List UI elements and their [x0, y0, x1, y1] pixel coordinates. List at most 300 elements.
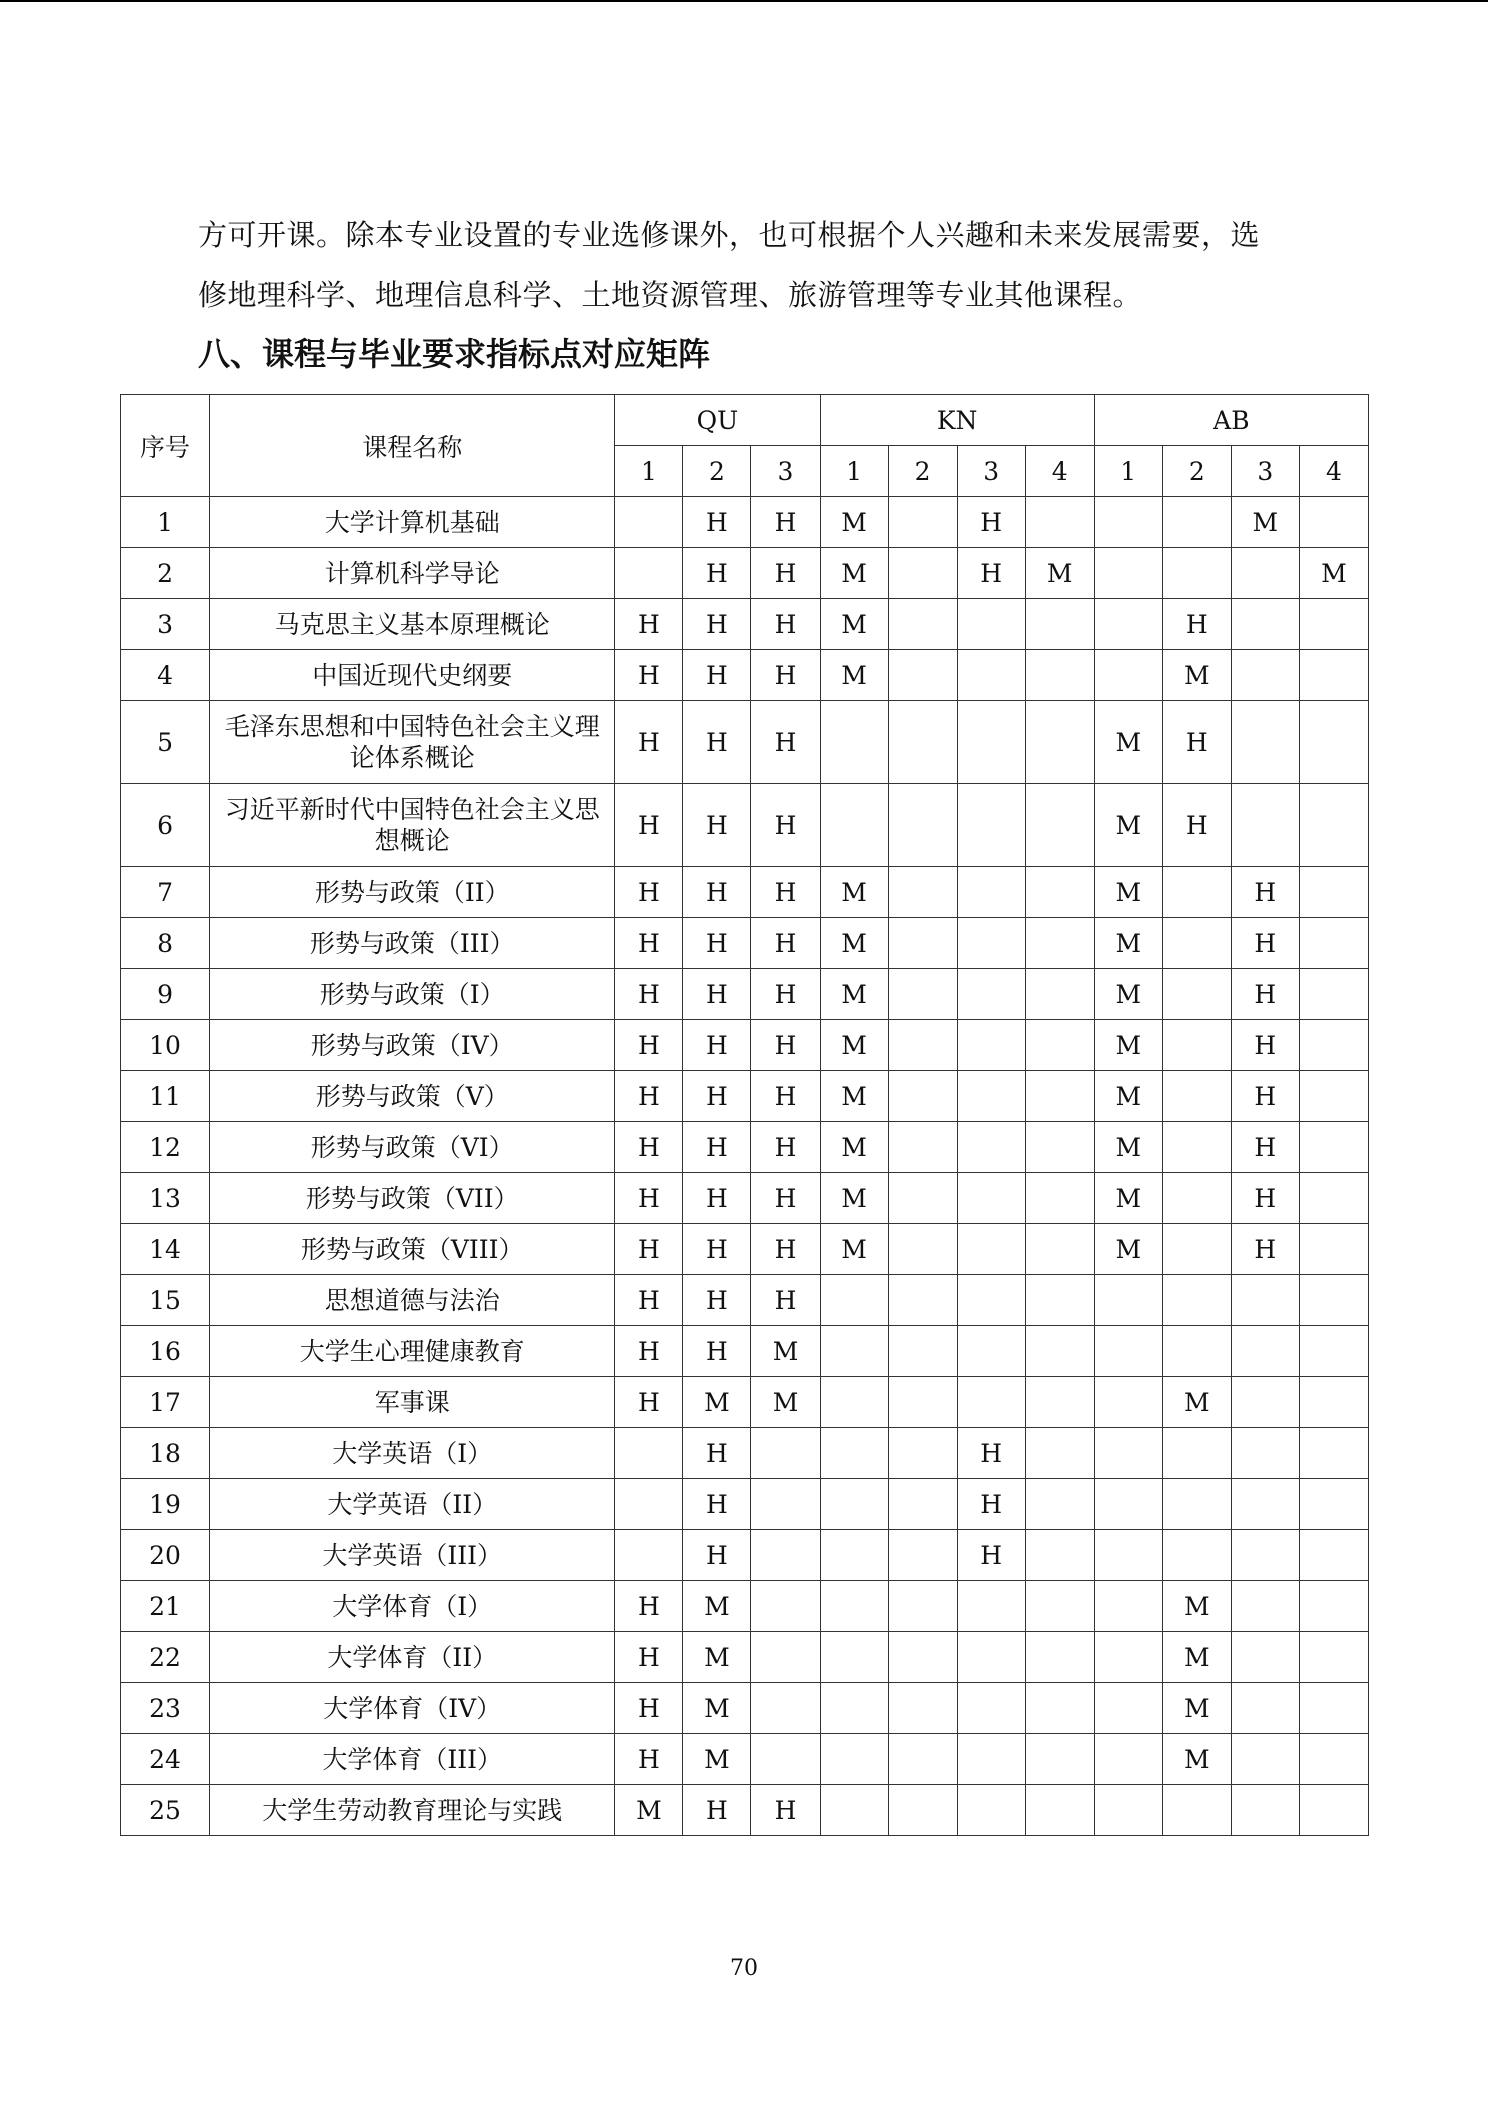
matrix-cell [1231, 1377, 1299, 1428]
matrix-cell [1162, 1122, 1231, 1173]
course-name: 大学英语（III） [210, 1530, 615, 1581]
matrix-cell [1162, 969, 1231, 1020]
matrix-cell [820, 1632, 888, 1683]
matrix-cell [1025, 1785, 1094, 1836]
table-row [121, 1734, 1369, 1785]
table-row [121, 497, 1369, 548]
matrix-cell [751, 1632, 820, 1683]
course-name: 形势与政策（II） [210, 867, 615, 918]
matrix-cell [1025, 1275, 1094, 1326]
header-sub-ab-4: 4 [1299, 446, 1368, 497]
matrix-cell [888, 650, 957, 701]
section-heading: 八、课程与毕业要求指标点对应矩阵 [198, 335, 711, 373]
row-number: 17 [121, 1377, 210, 1428]
matrix-cell: H [683, 1479, 751, 1530]
header-sub-ab-2: 2 [1162, 446, 1231, 497]
matrix-cell [1231, 1326, 1299, 1377]
matrix-cell: H [957, 548, 1025, 599]
matrix-cell [1094, 1530, 1162, 1581]
matrix-cell: H [683, 918, 751, 969]
matrix-cell [820, 1428, 888, 1479]
page-top-border [0, 0, 1488, 2]
matrix-cell [1299, 1071, 1368, 1122]
matrix-cell [888, 599, 957, 650]
matrix-cell [888, 548, 957, 599]
matrix-cell [957, 1071, 1025, 1122]
matrix-cell [1094, 548, 1162, 599]
matrix-cell [1231, 1275, 1299, 1326]
matrix-cell: H [683, 1428, 751, 1479]
matrix-cell [820, 1275, 888, 1326]
table-row [121, 1530, 1369, 1581]
matrix-cell: M [751, 1326, 820, 1377]
table-row [121, 1326, 1369, 1377]
header-sub-kn-4: 4 [1025, 446, 1094, 497]
matrix-cell [1162, 1020, 1231, 1071]
matrix-cell: M [1162, 1632, 1231, 1683]
matrix-cell: H [615, 1683, 683, 1734]
matrix-cell: H [1162, 784, 1231, 867]
matrix-cell: H [751, 784, 820, 867]
matrix-cell [1231, 1683, 1299, 1734]
matrix-cell [888, 701, 957, 784]
matrix-cell [1094, 497, 1162, 548]
matrix-cell: H [615, 1581, 683, 1632]
matrix-cell: H [615, 784, 683, 867]
table-row [121, 1785, 1369, 1836]
matrix-cell [957, 1020, 1025, 1071]
row-number: 19 [121, 1479, 210, 1530]
matrix-cell: H [683, 1173, 751, 1224]
matrix-cell [820, 784, 888, 867]
matrix-cell [1094, 1632, 1162, 1683]
matrix-cell [1094, 1581, 1162, 1632]
matrix-cell [1231, 599, 1299, 650]
matrix-cell [1025, 1581, 1094, 1632]
table-row [121, 599, 1369, 650]
matrix-cell [820, 1785, 888, 1836]
matrix-cell [1094, 1785, 1162, 1836]
matrix-cell [1025, 599, 1094, 650]
matrix-cell: H [751, 1122, 820, 1173]
matrix-cell: H [1231, 1071, 1299, 1122]
matrix-cell [1299, 1479, 1368, 1530]
matrix-cell [1299, 1530, 1368, 1581]
course-name: 中国近现代史纲要 [210, 650, 615, 701]
row-number: 20 [121, 1530, 210, 1581]
matrix-cell: H [615, 701, 683, 784]
matrix-cell: H [683, 599, 751, 650]
matrix-cell [751, 1428, 820, 1479]
matrix-cell [1162, 1275, 1231, 1326]
matrix-cell [1299, 701, 1368, 784]
matrix-cell [1025, 969, 1094, 1020]
course-name: 大学体育（IV） [210, 1683, 615, 1734]
matrix-cell: M [820, 1224, 888, 1275]
row-number: 2 [121, 548, 210, 599]
matrix-cell [1094, 1428, 1162, 1479]
matrix-cell: H [1162, 701, 1231, 784]
header-seq: 序号 [121, 395, 210, 497]
matrix-cell: M [1162, 1581, 1231, 1632]
table-row [121, 867, 1369, 918]
matrix-cell: M [820, 497, 888, 548]
matrix-cell: M [683, 1632, 751, 1683]
row-number: 7 [121, 867, 210, 918]
header-sub-qu-1: 1 [615, 446, 683, 497]
table-row [121, 1632, 1369, 1683]
matrix-cell [1299, 867, 1368, 918]
matrix-cell: H [957, 1479, 1025, 1530]
matrix-cell [957, 599, 1025, 650]
matrix-cell [888, 1479, 957, 1530]
matrix-cell: H [615, 1377, 683, 1428]
header-group-qu: QU [615, 395, 820, 446]
matrix-cell [1094, 599, 1162, 650]
matrix-cell: H [615, 969, 683, 1020]
header-course-name: 课程名称 [210, 395, 615, 497]
matrix-cell: M [820, 1071, 888, 1122]
course-name: 思想道德与法治 [210, 1275, 615, 1326]
matrix-cell [957, 1224, 1025, 1275]
matrix-cell: M [1162, 1683, 1231, 1734]
matrix-cell [1025, 1020, 1094, 1071]
matrix-cell [751, 1530, 820, 1581]
table-row [121, 650, 1369, 701]
matrix-cell [1299, 1326, 1368, 1377]
matrix-cell: H [751, 1224, 820, 1275]
matrix-cell [888, 1377, 957, 1428]
row-number: 6 [121, 784, 210, 867]
header-sub-kn-1: 1 [820, 446, 888, 497]
matrix-cell [1025, 1479, 1094, 1530]
table-row [121, 1377, 1369, 1428]
matrix-cell: H [1231, 1122, 1299, 1173]
matrix-cell [1025, 1683, 1094, 1734]
matrix-cell [957, 918, 1025, 969]
matrix-cell [888, 1734, 957, 1785]
matrix-cell [1231, 701, 1299, 784]
row-number: 4 [121, 650, 210, 701]
table-row [121, 1122, 1369, 1173]
matrix-cell: H [683, 867, 751, 918]
matrix-cell [1231, 1530, 1299, 1581]
matrix-cell [888, 1632, 957, 1683]
matrix-cell: H [615, 1224, 683, 1275]
matrix-cell [1094, 1326, 1162, 1377]
row-number: 22 [121, 1632, 210, 1683]
matrix-cell: M [820, 599, 888, 650]
row-number: 21 [121, 1581, 210, 1632]
row-number: 15 [121, 1275, 210, 1326]
matrix-cell [751, 1734, 820, 1785]
matrix-cell [1299, 784, 1368, 867]
matrix-cell [957, 1326, 1025, 1377]
course-name: 大学英语（II） [210, 1479, 615, 1530]
matrix-cell: H [1231, 1173, 1299, 1224]
table-row [121, 1581, 1369, 1632]
course-name: 形势与政策（VIII） [210, 1224, 615, 1275]
matrix-cell: H [615, 1275, 683, 1326]
header-sub-ab-3: 3 [1231, 446, 1299, 497]
matrix-cell: H [1231, 969, 1299, 1020]
matrix-cell: H [751, 599, 820, 650]
matrix-cell: M [751, 1377, 820, 1428]
matrix-cell: M [1094, 867, 1162, 918]
matrix-cell [1162, 1173, 1231, 1224]
matrix-cell: M [683, 1581, 751, 1632]
course-name: 马克思主义基本原理概论 [210, 599, 615, 650]
table-row [121, 1020, 1369, 1071]
matrix-cell [1162, 1530, 1231, 1581]
matrix-cell: H [751, 918, 820, 969]
matrix-cell: H [751, 1275, 820, 1326]
table-row [121, 1224, 1369, 1275]
matrix-cell: M [1162, 1734, 1231, 1785]
matrix-cell [957, 1581, 1025, 1632]
matrix-cell: H [683, 784, 751, 867]
row-number: 14 [121, 1224, 210, 1275]
matrix-cell: H [683, 701, 751, 784]
matrix-cell [1299, 1173, 1368, 1224]
matrix-cell: M [1094, 969, 1162, 1020]
matrix-cell [888, 1071, 957, 1122]
matrix-cell [1162, 548, 1231, 599]
matrix-cell [888, 784, 957, 867]
course-name: 毛泽东思想和中国特色社会主义理论体系概论 [210, 701, 615, 784]
matrix-cell: M [820, 1122, 888, 1173]
matrix-cell [957, 867, 1025, 918]
matrix-cell: H [683, 1020, 751, 1071]
matrix-cell [888, 918, 957, 969]
paragraph-line-2: 修地理科学、地理信息科学、土地资源管理、旅游管理等专业其他课程。 [198, 278, 1143, 312]
matrix-cell [1025, 1173, 1094, 1224]
matrix-cell [1162, 867, 1231, 918]
header-group-kn: KN [820, 395, 1094, 446]
header-row-groups [121, 395, 1369, 446]
course-name: 大学体育（III） [210, 1734, 615, 1785]
header-group-ab: AB [1094, 395, 1368, 446]
matrix-cell [1025, 497, 1094, 548]
course-name: 大学生心理健康教育 [210, 1326, 615, 1377]
matrix-cell: H [615, 1020, 683, 1071]
matrix-cell: H [1231, 1020, 1299, 1071]
matrix-cell [820, 1326, 888, 1377]
header-sub-ab-1: 1 [1094, 446, 1162, 497]
matrix-cell: M [1094, 1071, 1162, 1122]
course-requirement-matrix [120, 394, 1369, 1836]
course-name: 形势与政策（V） [210, 1071, 615, 1122]
matrix-cell [1231, 650, 1299, 701]
matrix-cell [1025, 1428, 1094, 1479]
table-row [121, 548, 1369, 599]
matrix-cell: M [820, 1173, 888, 1224]
matrix-cell [615, 1479, 683, 1530]
table-row [121, 1479, 1369, 1530]
matrix-cell [820, 701, 888, 784]
course-name: 形势与政策（IV） [210, 1020, 615, 1071]
matrix-cell: M [820, 918, 888, 969]
matrix-cell: H [683, 1530, 751, 1581]
matrix-cell [1231, 1479, 1299, 1530]
matrix-cell: M [1094, 918, 1162, 969]
row-number: 11 [121, 1071, 210, 1122]
row-number: 24 [121, 1734, 210, 1785]
matrix-cell [1231, 784, 1299, 867]
matrix-cell [1162, 1428, 1231, 1479]
matrix-cell [1299, 1020, 1368, 1071]
header-sub-kn-2: 2 [888, 446, 957, 497]
matrix-cell: H [683, 1785, 751, 1836]
matrix-cell [957, 784, 1025, 867]
matrix-cell [751, 1479, 820, 1530]
matrix-cell [820, 1530, 888, 1581]
matrix-cell [888, 969, 957, 1020]
matrix-cell [1094, 1683, 1162, 1734]
matrix-cell: M [820, 548, 888, 599]
matrix-cell [1299, 650, 1368, 701]
matrix-cell [1094, 1275, 1162, 1326]
table-row [121, 1071, 1369, 1122]
matrix-cell [957, 1122, 1025, 1173]
matrix-cell: H [751, 1785, 820, 1836]
matrix-cell: H [957, 1428, 1025, 1479]
course-name: 形势与政策（VI） [210, 1122, 615, 1173]
row-number: 3 [121, 599, 210, 650]
matrix-cell: H [683, 497, 751, 548]
matrix-cell: M [1025, 548, 1094, 599]
matrix-cell [888, 497, 957, 548]
matrix-cell: H [683, 1071, 751, 1122]
matrix-cell: H [751, 1071, 820, 1122]
table-row [121, 1275, 1369, 1326]
matrix-cell: M [1162, 650, 1231, 701]
matrix-cell [957, 1173, 1025, 1224]
matrix-cell [1162, 1071, 1231, 1122]
matrix-cell: H [615, 1326, 683, 1377]
row-number: 18 [121, 1428, 210, 1479]
matrix-cell [751, 1581, 820, 1632]
matrix-cell [1094, 1377, 1162, 1428]
paragraph-line-1: 方可开课。除本专业设置的专业选修课外，也可根据个人兴趣和未来发展需要，选 [198, 218, 1261, 252]
matrix-cell [1231, 1632, 1299, 1683]
matrix-cell [1025, 1377, 1094, 1428]
matrix-cell [1025, 867, 1094, 918]
matrix-cell: H [615, 1173, 683, 1224]
table-row [121, 784, 1369, 867]
matrix-cell [1025, 1326, 1094, 1377]
matrix-cell [957, 1683, 1025, 1734]
header-sub-kn-3: 3 [957, 446, 1025, 497]
matrix-cell [888, 1683, 957, 1734]
matrix-cell [888, 1122, 957, 1173]
course-name: 大学体育（II） [210, 1632, 615, 1683]
matrix-cell: M [1094, 1224, 1162, 1275]
matrix-cell [888, 1020, 957, 1071]
matrix-cell [1299, 1122, 1368, 1173]
matrix-cell [957, 701, 1025, 784]
matrix-cell [615, 1428, 683, 1479]
matrix-cell [957, 1785, 1025, 1836]
matrix-cell: H [615, 1734, 683, 1785]
row-number: 8 [121, 918, 210, 969]
matrix-cell [888, 1224, 957, 1275]
row-number: 25 [121, 1785, 210, 1836]
matrix-cell [751, 1683, 820, 1734]
matrix-cell [1299, 497, 1368, 548]
row-number: 12 [121, 1122, 210, 1173]
matrix-cell [1299, 1275, 1368, 1326]
matrix-cell: M [820, 650, 888, 701]
matrix-cell [1162, 1785, 1231, 1836]
table-row [121, 918, 1369, 969]
matrix-cell: H [683, 1326, 751, 1377]
table-row [121, 701, 1369, 784]
matrix-cell: H [1162, 599, 1231, 650]
matrix-cell: M [1094, 1122, 1162, 1173]
matrix-cell [1299, 969, 1368, 1020]
matrix-cell [888, 1530, 957, 1581]
matrix-cell [1299, 1581, 1368, 1632]
table-row [121, 1683, 1369, 1734]
table-row [121, 1428, 1369, 1479]
matrix-cell: M [1094, 1173, 1162, 1224]
header-sub-qu-3: 3 [751, 446, 820, 497]
matrix-cell [1299, 1734, 1368, 1785]
matrix-cell: M [1162, 1377, 1231, 1428]
matrix-cell: H [1231, 1224, 1299, 1275]
course-name: 习近平新时代中国特色社会主义思想概论 [210, 784, 615, 867]
matrix-cell [1299, 1632, 1368, 1683]
matrix-cell [888, 1785, 957, 1836]
matrix-cell [888, 1428, 957, 1479]
matrix-cell [888, 867, 957, 918]
matrix-cell [615, 497, 683, 548]
matrix-cell: H [683, 548, 751, 599]
matrix-cell: H [751, 1020, 820, 1071]
matrix-cell: H [615, 1071, 683, 1122]
matrix-cell [1162, 497, 1231, 548]
matrix-cell [957, 969, 1025, 1020]
matrix-cell [1025, 1632, 1094, 1683]
row-number: 10 [121, 1020, 210, 1071]
matrix-cell [1299, 1224, 1368, 1275]
matrix-cell: H [751, 701, 820, 784]
matrix-cell [1025, 918, 1094, 969]
matrix-cell [1231, 1428, 1299, 1479]
matrix-cell: H [683, 1275, 751, 1326]
course-name: 大学生劳动教育理论与实践 [210, 1785, 615, 1836]
course-name: 大学英语（I） [210, 1428, 615, 1479]
matrix-cell [1299, 1683, 1368, 1734]
matrix-cell [1025, 1530, 1094, 1581]
matrix-cell: H [957, 497, 1025, 548]
matrix-cell [957, 1275, 1025, 1326]
matrix-cell: M [1094, 784, 1162, 867]
matrix-cell: H [1231, 918, 1299, 969]
matrix-cell: H [957, 1530, 1025, 1581]
matrix-cell [888, 1326, 957, 1377]
course-name: 形势与政策（VII） [210, 1173, 615, 1224]
matrix-cell: H [751, 548, 820, 599]
course-name: 计算机科学导论 [210, 548, 615, 599]
matrix-cell: H [751, 867, 820, 918]
row-number: 23 [121, 1683, 210, 1734]
matrix-cell [957, 1734, 1025, 1785]
matrix-cell [1094, 650, 1162, 701]
matrix-cell [888, 1275, 957, 1326]
table-row [121, 1173, 1369, 1224]
